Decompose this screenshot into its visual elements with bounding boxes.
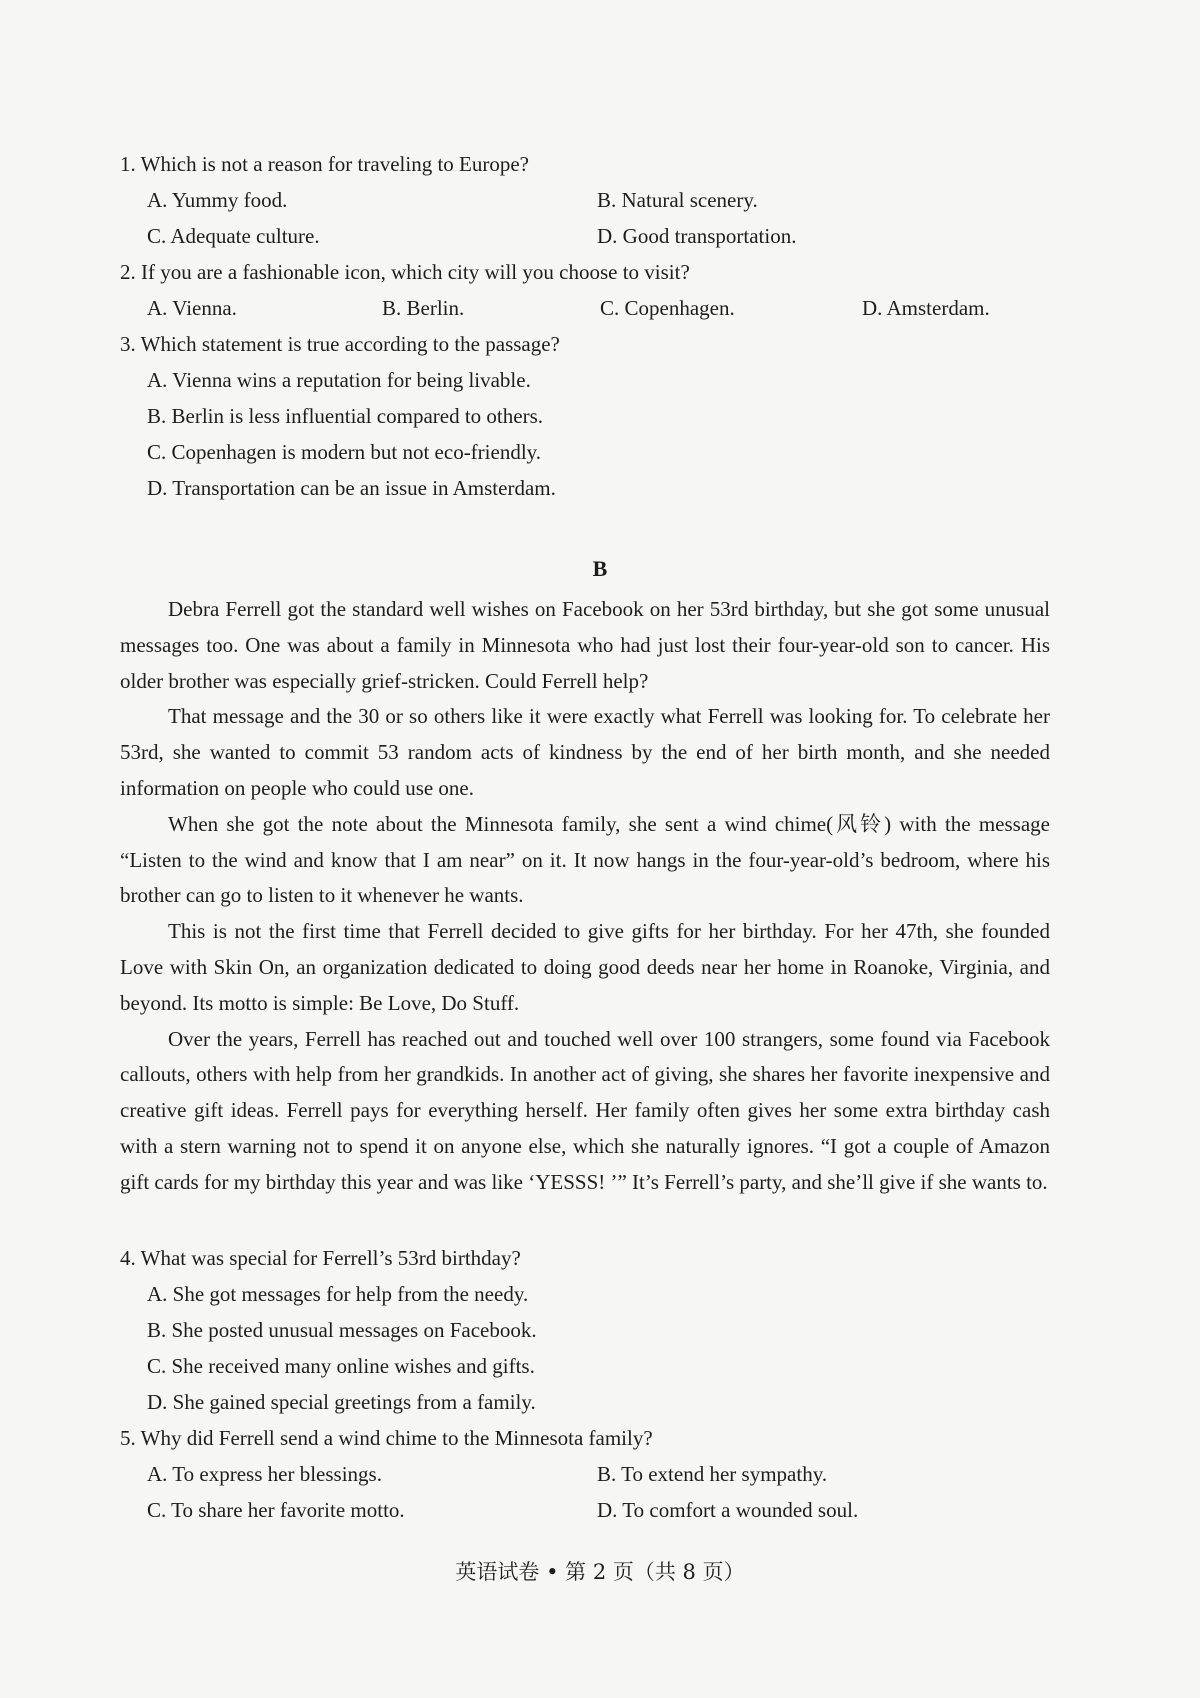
option-1a: A. Yummy food. (147, 188, 288, 212)
option-4d: D. She gained special greetings from a family. (147, 1390, 536, 1414)
option-5b: B. To extend her sympathy. (597, 1462, 828, 1486)
option-5a: A. To express her blessings. (147, 1462, 382, 1486)
option-3a: A. Vienna wins a reputation for being livable. (147, 368, 531, 392)
passage-paragraph: That message and the 30 or so others like it were exactly what Ferrell was looking for. To celebrate her 53rd, she wanted to commit 53 random acts of kindness by the end of her birth month, and she needed information on people who could use one. (120, 704, 1050, 800)
passage-b (120, 592, 1050, 1201)
option-3b: B. Berlin is less influential compared to others. (147, 404, 544, 428)
option-2d: D. Amsterdam. (862, 296, 990, 320)
passage-paragraph: Over the years, Ferrell has reached out and touched well over 100 strangers, some found via Facebook callouts, others with help from her grandkids. In another act of giving, she shares her favorite inexpensive and creative gift ideas. Ferrell pays for everything herself. Her family often gives her some extra birthday cash with a stern warning not to spend it on anyone else, which she naturally ignores. “I got a couple of Amazon gift cards for my birthday this year and was like ‘YESSS! ’” It’s Ferrell’s party, and she’ll give if she wants to. (120, 1026, 1050, 1194)
question-3-stem: 3. Which statement is true according to the passage? (120, 332, 560, 356)
option-4b: B. She posted unusual messages on Facebook. (147, 1318, 537, 1342)
option-1b: B. Natural scenery. (597, 188, 758, 212)
passage-paragraph: This is not the first time that Ferrell decided to give gifts for her birthday. For her 47th, she founded Love with Skin On, an organization dedicated to doing good deeds near her home in Roanoke, Virginia, and beyond. Its motto is simple: Be Love, Do Stuff. (120, 919, 1050, 1015)
question-5-stem: 5. Why did Ferrell send a wind chime to the Minnesota family? (120, 1426, 653, 1450)
option-5c: C. To share her favorite motto. (147, 1498, 405, 1522)
option-5d: D. To comfort a wounded soul. (597, 1498, 859, 1522)
section-heading: B (592, 556, 608, 581)
question-2-options (120, 290, 1050, 326)
option-2c: C. Copenhagen. (600, 296, 735, 320)
option-2a: A. Vienna. (147, 296, 237, 320)
question-1-options-row-2 (120, 218, 1050, 254)
questions-1-3 (120, 146, 1050, 506)
question-1-options-row-1 (120, 182, 1050, 218)
passage-paragraph: Debra Ferrell got the standard well wishes on Facebook on her 53rd birthday, but she got some unusual messages too. One was about a family in Minnesota who had just lost their four-year-old son to cancer. His older brother was especially grief-stricken. Could Ferrell help? (120, 597, 1050, 693)
option-4a: A. She got messages for help from the needy. (147, 1282, 529, 1306)
question-5-options-row-2 (120, 1492, 1050, 1528)
option-1c: C. Adequate culture. (147, 224, 320, 248)
question-1-stem: 1. Which is not a reason for traveling to Europe? (120, 152, 529, 176)
option-2b: B. Berlin. (382, 296, 465, 320)
passage-paragraph: When she got the note about the Minnesota family, she sent a wind chime(风铃) with the message “Listen to the wind and know that I am near” on it. It now hangs in the four-year-old’s bedroom, where his brother can go to listen to it whenever he wants. (120, 811, 1050, 908)
page-footer: 英语试卷 • 第 2 页（共 8 页） (455, 1560, 745, 1584)
question-5-options-row-1 (120, 1456, 1050, 1492)
option-3d: D. Transportation can be an issue in Amsterdam. (147, 476, 556, 500)
option-4c: C. She received many online wishes and gifts. (147, 1354, 535, 1378)
option-3c: C. Copenhagen is modern but not eco-friendly. (147, 440, 542, 464)
option-1d: D. Good transportation. (597, 224, 797, 248)
questions-4-5 (120, 1240, 1050, 1528)
question-2-stem: 2. If you are a fashionable icon, which city will you choose to visit? (120, 260, 690, 284)
question-4-stem: 4. What was special for Ferrell’s 53rd birthday? (120, 1246, 521, 1270)
